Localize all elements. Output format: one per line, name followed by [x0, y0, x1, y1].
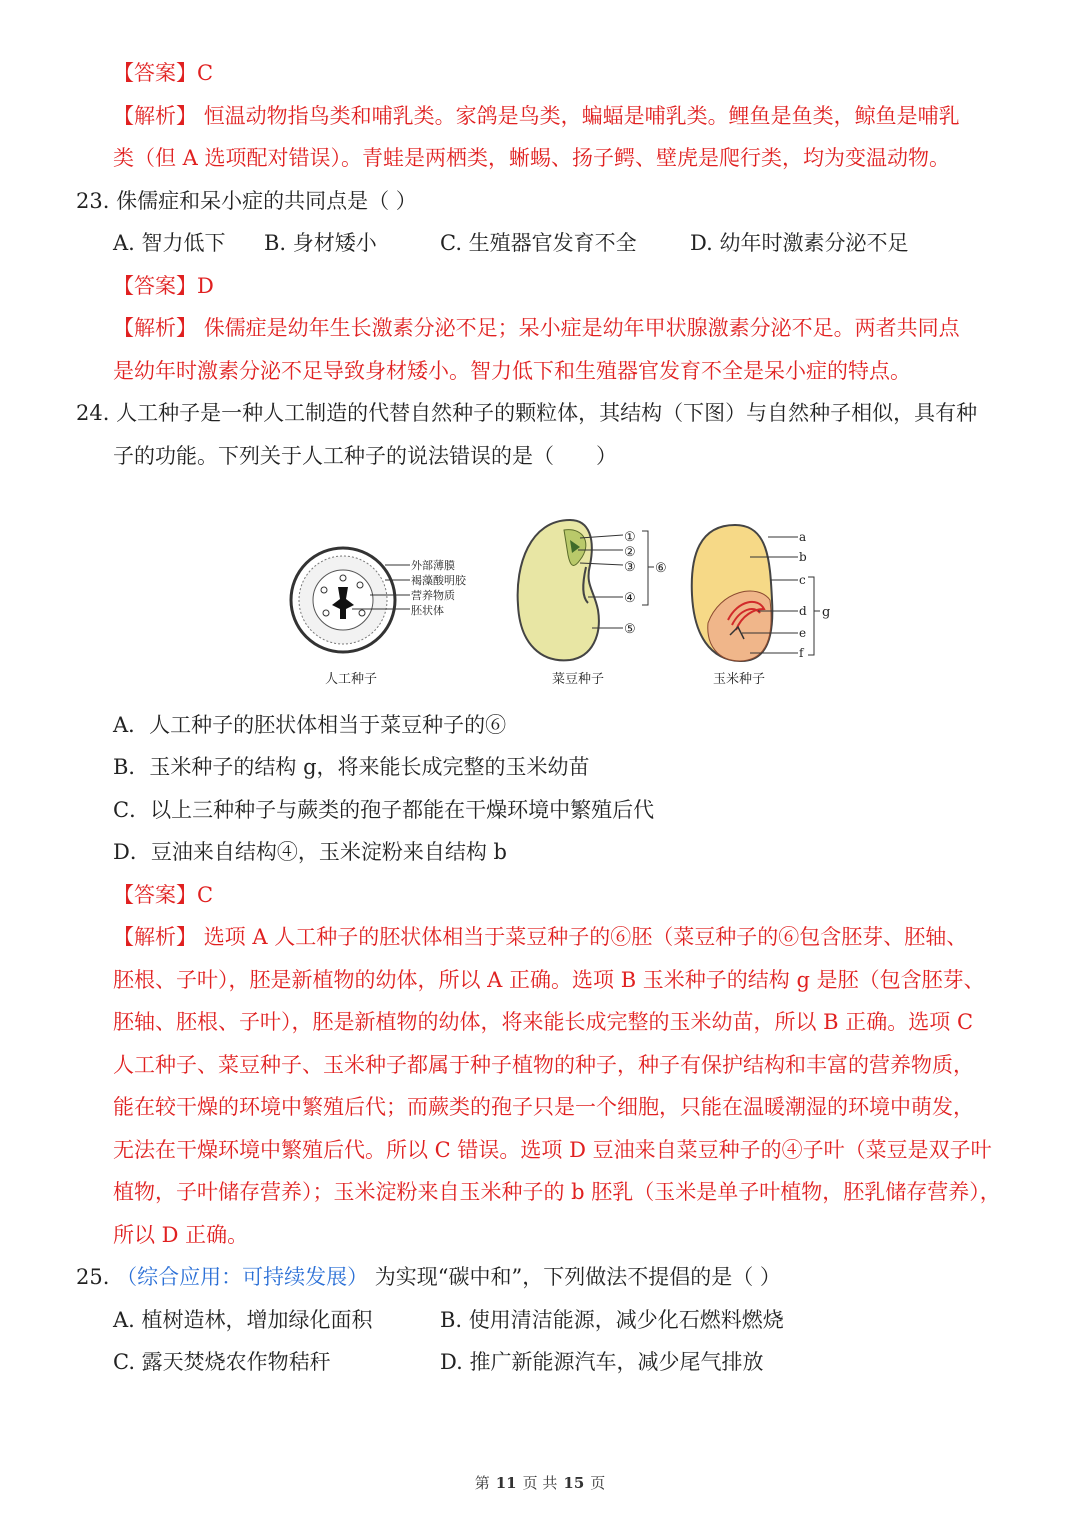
analysis-label: 【解析】: [113, 104, 197, 128]
current-page-number: 11: [495, 1474, 517, 1492]
q25-stem: [76, 1262, 781, 1292]
corn-label-c: c: [799, 573, 806, 587]
analysis-text: 恒温动物指鸟类和哺乳类。家鸽是鸟类，蝙蝠是哺乳类。鲤鱼是鱼类，鲸鱼是哺乳: [203, 104, 960, 128]
analysis-label: 【解析】: [113, 316, 197, 340]
q25-option-a: A. 植树造林，增加绿化面积: [113, 1308, 373, 1332]
question-number: 23.: [76, 189, 110, 213]
analysis-text: 侏儒症是幼年生长激素分泌不足；呆小症是幼年甲状腺激素分泌不足。两者共同点: [203, 316, 960, 340]
corn-label-f: f: [799, 646, 804, 660]
page-footer: [0, 1472, 1080, 1493]
artificial-label-1: 外部薄膜: [411, 559, 455, 572]
artificial-label-2: 褐藻酸明胶: [411, 574, 466, 587]
q22-answer: [113, 58, 213, 88]
corn-label-e: e: [799, 626, 807, 640]
q22-analysis-line2: 类（但 A 选项配对错误）。青蛙是两栖类，蜥蜴、扬子鳄、壁虎是爬行类，均为变温动物。: [113, 146, 951, 170]
question-number: 25.: [76, 1265, 110, 1289]
analysis-label: 【解析】: [113, 925, 197, 949]
answer-value: C: [197, 61, 214, 85]
corn-label-g: g: [822, 605, 831, 620]
q23-option-a: A. 智力低下: [113, 231, 226, 255]
q23-stem: [76, 186, 417, 216]
answer-label: 【答案】: [113, 61, 197, 85]
q24-analysis-line1: [113, 922, 967, 952]
corn-label-a: a: [799, 530, 807, 544]
q25-option-d: D. 推广新能源汽车，减少尾气排放: [440, 1350, 764, 1374]
q24-analysis-line3: 胚轴、胚根、子叶），胚是新植物的幼体，将来能长成完整的玉米幼苗，所以 B 正确。选项 C: [113, 1010, 974, 1034]
q24-stem-line1: [76, 398, 977, 428]
q24-option-d: D．豆油来自结构④，玉米淀粉来自结构 b: [113, 840, 507, 864]
bean-label-5: ⑤: [624, 622, 636, 637]
q25-option-b: B. 使用清洁能源，减少化石燃料燃烧: [440, 1308, 784, 1332]
q23-option-b: B. 身材矮小: [264, 231, 377, 255]
bean-label-6: ⑥: [655, 561, 667, 576]
footer-suffix: 页: [590, 1474, 606, 1492]
corn-caption: 玉米种子: [713, 672, 766, 687]
q25-option-c: C. 露天焚烧农作物秸秆: [113, 1350, 331, 1374]
q24-option-c: C．以上三种种子与蕨类的孢子都能在干燥环境中繁殖后代: [113, 798, 655, 822]
footer-middle: 页 共: [522, 1474, 558, 1492]
bean-seed-diagram: [518, 520, 667, 687]
bean-label-3: ③: [624, 560, 636, 575]
q24-analysis-line2: 胚根、子叶），胚是新植物的幼体，所以 A 正确。选项 B 玉米种子的结构 g 是胚（包含胚芽、: [113, 968, 985, 992]
q23-analysis-line1: [113, 313, 960, 343]
question-stem: 侏儒症和呆小症的共同点是（ ）: [116, 189, 417, 213]
artificial-label-3: 营养物质: [411, 589, 455, 602]
answer-value: D: [197, 274, 214, 298]
corn-label-b: b: [799, 550, 807, 564]
artificial-caption: 人工种子: [325, 672, 378, 687]
artificial-label-4: 胚状体: [411, 604, 444, 617]
question-tag: （综合应用：可持续发展）: [116, 1265, 369, 1289]
seed-structure-figure: [280, 505, 840, 700]
q24-analysis-line6: 无法在干燥环境中繁殖后代。所以 C 错误。选项 D 豆油来自菜豆种子的④子叶（菜豆是双子叶: [113, 1138, 992, 1162]
question-stem: 为实现“碳中和”，下列做法不提倡的是（ ）: [374, 1265, 781, 1289]
corn-label-d: d: [799, 604, 807, 618]
bean-label-2: ②: [624, 545, 636, 560]
answer-value: C: [197, 883, 214, 907]
q24-analysis-line4: 人工种子、菜豆种子、玉米种子都属于种子植物的种子，种子有保护结构和丰富的营养物质，: [113, 1053, 974, 1077]
q24-option-a: A．人工种子的胚状体相当于菜豆种子的⑥: [113, 713, 507, 737]
q23-answer: [113, 271, 214, 301]
q23-option-c: C. 生殖器官发育不全: [440, 231, 637, 255]
question-stem: 人工种子是一种人工制造的代替自然种子的颗粒体，其结构（下图）与自然种子相似，具有种: [116, 401, 978, 425]
q22-analysis-line1: [113, 101, 960, 131]
answer-label: 【答案】: [113, 883, 197, 907]
question-number: 24.: [76, 401, 110, 425]
answer-label: 【答案】: [113, 274, 197, 298]
analysis-text: 选项 A 人工种子的胚状体相当于菜豆种子的⑥胚（菜豆种子的⑥包含胚芽、胚轴、: [203, 925, 968, 949]
q23-analysis-line2: 是幼年时激素分泌不足导致身材矮小。智力低下和生殖器官发育不全是呆小症的特点。: [113, 359, 911, 383]
q23-option-d: D. 幼年时激素分泌不足: [690, 231, 909, 255]
artificial-seed-diagram: [291, 548, 467, 687]
bean-label-1: ①: [624, 530, 636, 545]
q24-stem-line2: 子的功能。下列关于人工种子的说法错误的是（ ）: [113, 444, 617, 468]
q24-answer: [113, 880, 213, 910]
bean-caption: 菜豆种子: [552, 672, 605, 687]
bean-label-4: ④: [624, 591, 636, 606]
total-page-number: 15: [563, 1474, 585, 1492]
corn-seed-diagram: [692, 525, 831, 687]
q24-analysis-line8: 所以 D 正确。: [113, 1223, 249, 1247]
footer-prefix: 第: [474, 1474, 490, 1492]
q24-analysis-line5: 能在较干燥的环境中繁殖后代；而蕨类的孢子只是一个细胞，只能在温暖潮湿的环境中萌发，: [113, 1095, 974, 1119]
q24-analysis-line7: 植物，子叶储存营养）；玉米淀粉来自玉米种子的 b 胚乳（玉米是单子叶植物，胚乳储存营养），: [113, 1180, 1001, 1204]
q24-option-b: B．玉米种子的结构 g，将来能长成完整的玉米幼苗: [113, 755, 590, 779]
